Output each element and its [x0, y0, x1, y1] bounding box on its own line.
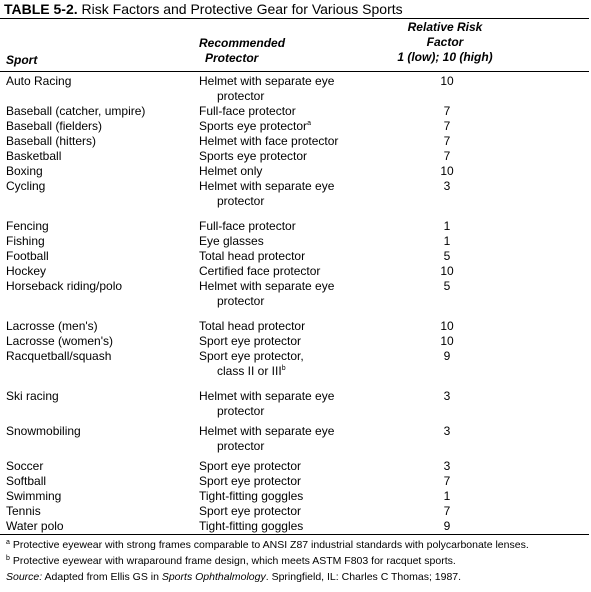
sport-cell: Lacrosse (men's)	[6, 319, 98, 333]
column-header-risk	[390, 20, 500, 65]
sport-cell: Basketball	[6, 149, 62, 163]
risk-cell: 7	[443, 104, 451, 118]
risk-cell: 5	[443, 279, 451, 293]
protector-text-line2-text: protector	[217, 404, 265, 418]
protector-text: Helmet with separate eye	[199, 179, 335, 193]
protector-cell	[199, 264, 384, 279]
sport-cell: Auto Racing	[6, 74, 72, 88]
protector-text-line2-text: protector	[217, 89, 265, 103]
table-number: TABLE 5-2.	[4, 1, 78, 17]
risk-cell: 3	[443, 459, 451, 473]
protector-text: Helmet with separate eye	[199, 389, 335, 403]
protector-text: Helmet with separate eye	[199, 279, 335, 293]
source-post: . Springfield, IL: Charles C Thomas; 1987.	[265, 571, 462, 583]
footnote-marker: b	[281, 365, 286, 372]
protector-cell	[199, 179, 384, 209]
protector-cell	[199, 504, 384, 519]
protector-text: Sports eye protector	[199, 119, 308, 133]
protector-header-line2: Protector	[205, 51, 259, 65]
sport-cell: Ski racing	[6, 389, 59, 403]
protector-text-line2	[199, 294, 384, 309]
risk-cell: 7	[443, 134, 451, 148]
risk-cell: 5	[443, 249, 451, 263]
footnotes	[6, 537, 586, 585]
protector-cell	[199, 279, 384, 309]
header-rule	[0, 71, 589, 72]
sport-cell: Lacrosse (women's)	[6, 334, 113, 348]
protector-text: Helmet with separate eye	[199, 74, 335, 88]
risk-cell: 9	[443, 349, 451, 363]
protector-text: Sport eye protector	[199, 474, 302, 488]
protector-text: Sport eye protector	[199, 334, 302, 348]
protector-text-line2-text: class II or III	[217, 364, 282, 378]
risk-cell: 7	[443, 504, 451, 518]
footnote-a-text: Protective eyewear with strong frames comparable to ANSI Z87 industrial standards with polycarbonate lenses.	[12, 539, 529, 551]
sport-cell: Tennis	[6, 504, 41, 518]
protector-text: Helmet with separate eye	[199, 424, 335, 438]
protector-text: Sport eye protector	[199, 459, 302, 473]
footnote-marker: a	[307, 120, 311, 127]
risk-cell: 7	[443, 474, 451, 488]
sport-cell: Racquetball/squash	[6, 349, 112, 363]
sport-cell: Baseball (hitters)	[6, 134, 97, 148]
risk-cell: 3	[443, 424, 451, 438]
risk-cell: 7	[443, 149, 451, 163]
table-title	[4, 0, 403, 18]
source-note	[6, 569, 586, 585]
risk-cell: 1	[443, 234, 451, 248]
risk-cell: 10	[440, 264, 454, 278]
bottom-rule	[0, 534, 589, 535]
sport-cell: Soccer	[6, 459, 44, 473]
protector-text-line2-text: protector	[217, 294, 265, 308]
protector-cell	[199, 389, 384, 419]
sport-cell: Fencing	[6, 219, 49, 233]
protector-cell	[199, 104, 384, 119]
risk-cell: 10	[440, 319, 454, 333]
source-label: Source:	[6, 571, 43, 583]
protector-text-line2-text: protector	[217, 194, 265, 208]
sport-cell: Hockey	[6, 264, 47, 278]
protector-text-line2	[199, 404, 384, 419]
protector-cell	[199, 349, 384, 379]
protector-text-line2	[199, 89, 384, 104]
risk-cell: 1	[443, 489, 451, 503]
sport-cell: Fishing	[6, 234, 45, 248]
risk-cell: 7	[443, 119, 451, 133]
risk-cell: 1	[443, 219, 451, 233]
top-rule	[0, 18, 589, 19]
risk-header-line3: 1 (low); 10 (high)	[397, 50, 493, 64]
protector-cell	[199, 134, 384, 149]
sport-cell: Football	[6, 249, 49, 263]
protector-cell	[199, 149, 384, 164]
protector-text: Certified face protector	[199, 264, 321, 278]
protector-text: Helmet only	[199, 164, 263, 178]
sport-cell: Horseback riding/polo	[6, 279, 123, 293]
protector-text-line2	[199, 439, 384, 454]
protector-text: Full-face protector	[199, 104, 296, 118]
protector-cell	[199, 119, 384, 134]
protector-cell	[199, 74, 384, 104]
protector-text: Helmet with face protector	[199, 134, 339, 148]
sport-cell: Snowmobiling	[6, 424, 81, 438]
column-header-sport: Sport	[6, 53, 38, 67]
protector-cell	[199, 234, 384, 249]
sport-cell: Baseball (fielders)	[6, 119, 103, 133]
protector-text: Total head protector	[199, 249, 306, 263]
protector-text: Eye glasses	[199, 234, 264, 248]
protector-text-line2-text: protector	[217, 439, 265, 453]
sport-cell: Water polo	[6, 519, 64, 533]
protector-cell	[199, 319, 384, 334]
sport-cell: Boxing	[6, 164, 43, 178]
protector-text: Full-face protector	[199, 219, 296, 233]
protector-cell	[199, 459, 384, 474]
protector-cell	[199, 474, 384, 489]
protector-text: Tight-fitting goggles	[199, 489, 304, 503]
protector-text: Sports eye protector	[199, 149, 308, 163]
risk-header-line1: Relative Risk	[407, 20, 483, 34]
source-pre: Adapted from Ellis GS in	[44, 571, 159, 583]
sport-cell: Softball	[6, 474, 47, 488]
protector-cell	[199, 249, 384, 264]
risk-cell: 10	[440, 334, 454, 348]
protector-cell	[199, 334, 384, 349]
sport-cell: Cycling	[6, 179, 46, 193]
protector-header-line1: Recommended	[199, 36, 286, 50]
risk-cell: 9	[443, 519, 451, 533]
protector-text: Sport eye protector,	[199, 349, 304, 363]
footnote-b-mark: b	[6, 555, 10, 562]
protector-text: Total head protector	[199, 319, 306, 333]
risk-cell: 3	[443, 389, 451, 403]
source-title: Sports Ophthalmology	[161, 571, 266, 583]
risk-header-line2: Factor	[426, 35, 464, 49]
table-title-text: Risk Factors and Protective Gear for Various Sports	[81, 1, 403, 17]
protector-text-line2	[199, 194, 384, 209]
protector-cell	[199, 219, 384, 234]
risk-cell: 3	[443, 179, 451, 193]
footnote-b-text: Protective eyewear with wraparound frame design, which meets ASTM F803 for racquet sports.	[12, 555, 456, 567]
protector-cell	[199, 164, 384, 179]
protector-cell	[199, 519, 384, 534]
protector-text-line2	[199, 364, 384, 379]
sport-cell: Baseball (catcher, umpire)	[6, 104, 146, 118]
sport-cell: Swimming	[6, 489, 62, 503]
protector-cell	[199, 424, 384, 454]
footnote-b	[6, 553, 586, 569]
risk-cell: 10	[440, 164, 454, 178]
protector-text: Tight-fitting goggles	[199, 519, 304, 533]
protector-text: Sport eye protector	[199, 504, 302, 518]
footnote-a-mark: a	[6, 539, 10, 546]
risk-cell: 10	[440, 74, 454, 88]
protector-cell	[199, 489, 384, 504]
footnote-a	[6, 537, 586, 553]
column-header-protector	[199, 36, 285, 66]
